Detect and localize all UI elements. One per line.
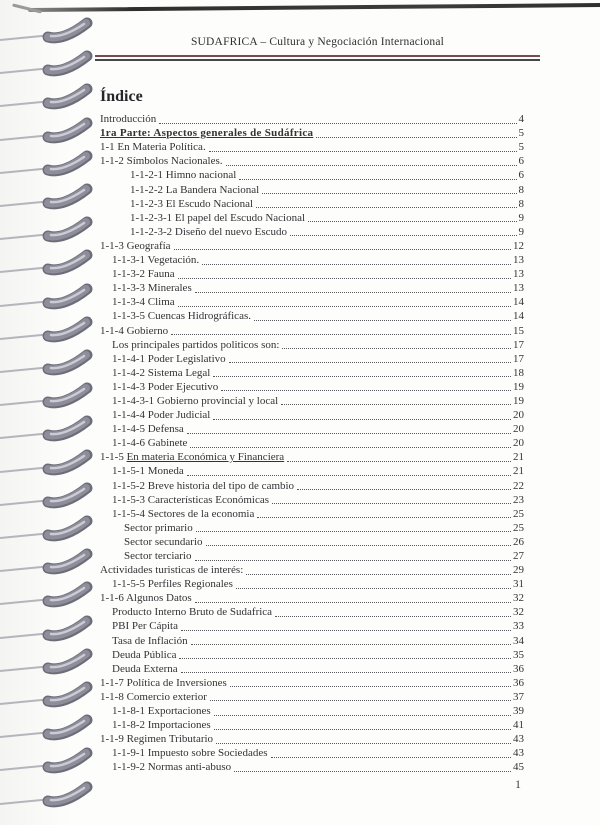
spiral-coil-icon xyxy=(0,545,100,578)
toc-entry-page: 19 xyxy=(513,394,524,407)
spiral-coil-icon xyxy=(0,479,100,512)
toc-entry-label xyxy=(100,325,168,338)
toc-row xyxy=(100,422,524,436)
toc-entry-label xyxy=(124,522,193,535)
toc-row xyxy=(100,633,524,647)
toc-entry-text: 1ra Parte: Aspectos generales de Sudáfrica xyxy=(100,127,314,140)
dot-leader xyxy=(178,278,511,279)
toc-row xyxy=(100,225,524,239)
toc-row xyxy=(100,507,524,521)
toc-entry-text: 1-1-3-1 Vegetación. xyxy=(112,254,200,267)
toc-row xyxy=(100,450,524,464)
toc-entry-label xyxy=(124,536,203,549)
toc-entry-page: 14 xyxy=(513,296,524,309)
table-of-contents xyxy=(100,112,524,774)
toc-entry-label xyxy=(100,691,207,704)
toc-entry-text: 1-1-2-1 Himno nacional xyxy=(130,169,237,182)
spiral-coil-icon xyxy=(0,412,100,445)
toc-entry-text: 1-1-5-5 Perfiles Regionales xyxy=(112,578,233,591)
toc-entry-label xyxy=(130,169,236,182)
toc-entry-label xyxy=(112,719,211,732)
toc-entry-text: Sector secundario xyxy=(124,535,203,548)
toc-entry-label xyxy=(130,226,287,239)
spiral-coil-icon xyxy=(0,180,100,213)
toc-entry-label xyxy=(112,409,210,422)
toc-row xyxy=(100,352,524,366)
toc-row xyxy=(100,746,524,760)
toc-row xyxy=(100,323,524,337)
spiral-coil-icon xyxy=(0,578,100,611)
toc-entry-page: 5 xyxy=(518,141,524,154)
toc-entry-text: 1-1-8-2 Importaciones xyxy=(112,719,211,732)
toc-entry-text: 1-1-9-1 Impuesto sobre Sociedades xyxy=(112,747,268,760)
dot-leader xyxy=(196,531,511,532)
toc-row xyxy=(100,648,524,662)
toc-entry-text: 1-1-5-4 Sectores de la economia xyxy=(112,507,255,520)
toc-entry-page: 45 xyxy=(513,761,524,774)
toc-entry-text: 1-1-3-4 Clima xyxy=(112,296,175,309)
toc-row xyxy=(100,295,524,309)
toc-row xyxy=(100,197,524,211)
toc-row xyxy=(100,591,524,605)
spiral-coil-icon xyxy=(0,80,100,113)
toc-entry-label xyxy=(100,113,156,126)
toc-entry-label xyxy=(112,747,268,760)
toc-entry-text: 1-1-4-3 Poder Ejecutivo xyxy=(112,380,219,393)
toc-entry-label xyxy=(112,296,175,309)
toc-entry-text: 1-1-3-5 Cuencas Hidrográficas. xyxy=(112,310,251,323)
toc-entry-label xyxy=(112,395,278,408)
toc-entry-page: 39 xyxy=(513,705,524,718)
toc-entry-label xyxy=(112,761,231,774)
toc-entry-text: Sector terciario xyxy=(124,550,192,562)
toc-row xyxy=(100,464,524,478)
toc-entry-label xyxy=(130,184,259,197)
toc-row xyxy=(100,521,524,535)
toc-row xyxy=(100,549,524,563)
dot-leader xyxy=(221,390,511,391)
toc-entry-label xyxy=(130,212,305,225)
spiral-coil-icon xyxy=(0,346,100,379)
toc-entry-text: 1-1-4-6 Gabinete xyxy=(112,437,188,450)
dot-leader xyxy=(174,249,511,250)
toc-entry-page: 36 xyxy=(513,676,524,689)
toc-row xyxy=(100,126,524,140)
toc-entry-text: 1-1-8 Comercio exterior xyxy=(100,690,207,703)
toc-row xyxy=(100,211,524,225)
toc-entry-label xyxy=(100,127,313,140)
toc-entry-text: 1-1-5-2 Breve historia del tipo de cambio xyxy=(112,479,295,492)
toc-entry-page: 5 xyxy=(518,127,524,140)
toc-entry-text: 1-1-9 Regimen Tributario xyxy=(100,733,214,746)
toc-row xyxy=(100,154,524,168)
toc-entry-text: Deuda Pública xyxy=(112,648,177,661)
toc-entry-label xyxy=(112,353,226,366)
spiral-coil-icon xyxy=(0,313,100,346)
spiral-coil-icon xyxy=(0,246,100,279)
toc-entry-page: 25 xyxy=(513,521,524,534)
toc-row xyxy=(100,140,524,154)
toc-entry-text: 1-1-9-2 Normas anti-abuso xyxy=(112,761,232,774)
toc-entry-page: 33 xyxy=(513,620,524,633)
spiral-coil-icon xyxy=(0,678,100,711)
toc-entry-page: 20 xyxy=(513,409,524,422)
dot-leader xyxy=(213,376,511,377)
toc-row xyxy=(100,577,524,591)
toc-entry-label xyxy=(112,437,187,450)
toc-row xyxy=(100,690,524,704)
toc-entry-text: 1-1-6 Algunos Datos xyxy=(100,592,192,605)
toc-entry-label xyxy=(112,339,279,352)
spiral-coil-icon xyxy=(0,147,100,180)
toc-row xyxy=(100,112,524,126)
toc-entry-page: 20 xyxy=(513,423,524,436)
dot-leader xyxy=(287,461,511,462)
page-title: Índice xyxy=(100,88,143,105)
toc-entry-page: 35 xyxy=(513,648,524,661)
toc-entry-page: 43 xyxy=(513,747,524,760)
toc-entry-text: 1-1-4-5 Defensa xyxy=(112,423,184,436)
toc-entry-label xyxy=(112,381,218,394)
toc-entry-page: 4 xyxy=(518,113,524,126)
toc-entry-text: 1-1-3 Geografía xyxy=(100,239,171,252)
toc-entry-text: 1-1-4-1 Poder Legislativo xyxy=(112,352,226,365)
spiral-coil-icon xyxy=(0,213,100,246)
toc-entry-label xyxy=(112,620,178,633)
dot-leader xyxy=(316,137,516,138)
toc-entry-page: 6 xyxy=(518,155,524,168)
toc-entry-text: 1-1-4-2 Sistema Legal xyxy=(112,366,211,379)
toc-entry-label xyxy=(100,733,213,746)
toc-row xyxy=(100,563,524,577)
toc-entry-label xyxy=(112,254,199,267)
header-rule-bottom xyxy=(95,59,540,61)
toc-entry-label xyxy=(112,635,188,648)
page-number: 1 xyxy=(515,779,521,791)
toc-entry-label xyxy=(112,480,294,493)
dot-leader xyxy=(171,334,511,335)
spiral-coil-icon xyxy=(0,744,100,777)
toc-entry-text: 1-1 En Materia Política. xyxy=(100,141,206,154)
document-header: SUDAFRICA – Cultura y Negociación Internacional xyxy=(190,36,445,48)
toc-row xyxy=(100,718,524,732)
toc-entry-text: 1-1-3-3 Minerales xyxy=(112,282,192,295)
toc-row xyxy=(100,732,524,746)
toc-entry-page: 36 xyxy=(513,662,524,675)
dot-leader xyxy=(190,447,511,448)
spiral-coil-icon xyxy=(0,280,100,313)
dot-leader xyxy=(210,700,511,701)
toc-entry-text: 1-1-4-3-1 Gobierno provincial y local xyxy=(112,394,279,407)
toc-entry-page: 13 xyxy=(513,254,524,267)
toc-entry-page: 13 xyxy=(513,282,524,295)
toc-entry-page: 21 xyxy=(513,465,524,478)
toc-entry-label xyxy=(100,592,192,605)
toc-entry-label xyxy=(100,451,284,464)
toc-entry-text: PBI Per Cápita xyxy=(112,620,178,633)
toc-entry-label xyxy=(112,578,233,591)
dot-leader xyxy=(236,588,511,589)
toc-entry-text: En materia Económica y Financiera xyxy=(126,451,285,464)
toc-entry-text: 1-1-2-2 La Bandera Nacional xyxy=(130,183,260,196)
toc-entry-page: 32 xyxy=(513,606,524,619)
toc-entry-page: 13 xyxy=(513,268,524,281)
dot-leader xyxy=(256,207,516,208)
dot-leader xyxy=(271,757,512,758)
dot-leader xyxy=(272,503,511,504)
toc-row xyxy=(100,380,524,394)
dot-leader xyxy=(234,771,511,772)
toc-entry-text: Actividades turisticas de interés: xyxy=(100,564,244,577)
toc-row xyxy=(100,704,524,718)
toc-entry-text: 1-1-5-1 Moneda xyxy=(112,465,184,478)
toc-row xyxy=(100,605,524,619)
toc-entry-text: Introducción xyxy=(100,113,157,126)
dot-leader xyxy=(239,179,516,180)
dot-leader xyxy=(246,574,511,575)
toc-entry-page: 25 xyxy=(513,507,524,520)
dot-leader xyxy=(281,404,511,405)
toc-entry-page: 6 xyxy=(518,169,524,182)
dot-leader xyxy=(254,320,511,321)
toc-entry-label xyxy=(112,282,192,295)
dot-leader xyxy=(308,221,516,222)
dot-leader xyxy=(216,743,511,744)
toc-row xyxy=(100,267,524,281)
toc-entry-text: Tasa de Inflación xyxy=(112,634,188,647)
toc-entry-page: 32 xyxy=(513,592,524,605)
toc-entry-page: 14 xyxy=(513,310,524,323)
toc-row xyxy=(100,478,524,492)
toc-entry-page: 27 xyxy=(513,550,524,562)
spiral-coil-icon xyxy=(0,114,100,147)
spiral-coil-icon xyxy=(0,612,100,645)
toc-entry-page: 23 xyxy=(513,493,524,506)
toc-entry-text: 1-1-2-3-2 Diseño del nuevo Escudo xyxy=(130,225,288,238)
toc-row xyxy=(100,281,524,295)
toc-entry-label xyxy=(112,606,272,619)
dot-leader xyxy=(195,560,512,561)
toc-entry-page: 41 xyxy=(513,719,524,732)
toc-entry-text: 1-1-8-1 Exportaciones xyxy=(112,705,211,718)
dot-leader xyxy=(275,616,511,617)
toc-entry-page: 18 xyxy=(513,366,524,379)
dot-leader xyxy=(209,151,517,152)
dot-leader xyxy=(187,433,511,434)
toc-row xyxy=(100,338,524,352)
toc-entry-page: 17 xyxy=(513,338,524,351)
dot-leader xyxy=(297,489,511,490)
dot-leader xyxy=(195,602,511,603)
dot-leader xyxy=(257,517,511,518)
toc-entry-label xyxy=(100,155,223,168)
toc-entry-page: 17 xyxy=(513,352,524,365)
toc-entry-label xyxy=(112,508,254,521)
dot-leader xyxy=(206,545,512,546)
dot-leader xyxy=(179,658,511,659)
toc-entry-text: Producto Interno Bruto de Sudafrica xyxy=(112,606,273,619)
toc-entry-page: 37 xyxy=(513,690,524,703)
dot-leader xyxy=(290,235,516,236)
spiral-coil-icon xyxy=(0,711,100,744)
toc-entry-text: 1-1-7 Política de Inversiones xyxy=(100,676,227,689)
dot-leader xyxy=(178,306,511,307)
toc-row xyxy=(100,619,524,633)
toc-row xyxy=(100,394,524,408)
toc-entry-page: 20 xyxy=(513,437,524,450)
toc-row xyxy=(100,408,524,422)
dot-leader xyxy=(214,715,511,716)
toc-entry-page: 22 xyxy=(513,479,524,492)
toc-entry-text: 1-1-5-3 Características Económicas xyxy=(112,493,269,506)
dot-leader xyxy=(230,686,511,687)
dot-leader xyxy=(213,419,511,420)
dot-leader xyxy=(159,123,516,124)
toc-entry-label xyxy=(130,198,253,211)
toc-entry-label xyxy=(112,465,184,478)
toc-entry-text: Los principales partidos politicos son: xyxy=(112,338,280,351)
toc-row xyxy=(100,309,524,323)
toc-entry-label xyxy=(112,268,175,281)
toc-entry-text: 1-1-4-4 Poder Judicial xyxy=(112,409,211,422)
toc-row xyxy=(100,366,524,380)
dot-leader xyxy=(191,644,511,645)
toc-entry-page: 8 xyxy=(518,197,524,210)
toc-row xyxy=(100,676,524,690)
toc-entry-page: 15 xyxy=(513,324,524,337)
toc-entry-label xyxy=(112,705,211,718)
header-rule-top xyxy=(95,55,540,57)
toc-entry-page: 12 xyxy=(513,239,524,252)
toc-entry-label xyxy=(100,677,227,690)
toc-entry-text: Deuda Externa xyxy=(112,662,178,675)
scan-top-edge xyxy=(28,3,600,12)
toc-entry-label xyxy=(100,141,206,154)
dot-leader xyxy=(262,193,516,194)
toc-entry-text: Sector primario xyxy=(124,521,193,534)
toc-entry-label xyxy=(112,663,178,676)
dot-leader xyxy=(195,292,511,293)
toc-entry-page: 34 xyxy=(513,634,524,647)
toc-entry-page: 31 xyxy=(513,578,524,591)
toc-entry-number: 1-1-5 xyxy=(100,451,127,464)
toc-row xyxy=(100,182,524,196)
toc-entry-text: 1-1-2-3 El Escudo Nacional xyxy=(130,197,254,210)
toc-entry-text: 1-1-3-2 Fauna xyxy=(112,268,175,281)
dot-leader xyxy=(187,475,511,476)
spiral-binding xyxy=(0,14,110,824)
spiral-coil-icon xyxy=(0,446,100,479)
toc-entry-text: 1-1-2-3-1 El papel del Escudo Nacional xyxy=(130,211,306,224)
dot-leader xyxy=(214,729,511,730)
dot-leader xyxy=(202,264,511,265)
toc-entry-page: 9 xyxy=(518,225,524,238)
toc-entry-label xyxy=(112,494,269,507)
toc-entry-label xyxy=(100,240,171,253)
spiral-coil-icon xyxy=(0,379,100,412)
toc-entry-label xyxy=(100,564,243,577)
toc-entry-page: 29 xyxy=(513,564,524,577)
spiral-coil-icon xyxy=(0,47,100,80)
toc-row xyxy=(100,493,524,507)
spiral-coil-icon xyxy=(0,14,100,47)
toc-row xyxy=(100,760,524,774)
toc-entry-page: 26 xyxy=(513,535,524,548)
toc-entry-page: 19 xyxy=(513,380,524,393)
toc-entry-page: 43 xyxy=(513,733,524,746)
dot-leader xyxy=(181,672,511,673)
toc-entry-page: 8 xyxy=(518,183,524,196)
toc-entry-page: 9 xyxy=(518,211,524,224)
toc-row xyxy=(100,436,524,450)
toc-entry-page: 21 xyxy=(513,451,524,464)
toc-row xyxy=(100,168,524,182)
spiral-coil-icon xyxy=(0,645,100,678)
toc-entry-label xyxy=(112,649,176,662)
dot-leader xyxy=(181,630,511,631)
dot-leader xyxy=(226,165,517,166)
spiral-coil-icon xyxy=(0,778,100,811)
toc-entry-text: 1-1-2 Símbolos Nacionales. xyxy=(100,155,223,168)
toc-entry-label xyxy=(124,550,192,563)
dot-leader xyxy=(229,362,511,363)
toc-row xyxy=(100,239,524,253)
spiral-coil-icon xyxy=(0,512,100,545)
toc-row xyxy=(100,253,524,267)
dot-leader xyxy=(282,348,511,349)
toc-entry-label xyxy=(112,310,251,323)
toc-entry-label xyxy=(112,367,210,380)
toc-row xyxy=(100,662,524,676)
toc-entry-label xyxy=(112,423,184,436)
toc-row xyxy=(100,535,524,549)
toc-entry-text: 1-1-4 Gobierno xyxy=(100,324,169,337)
